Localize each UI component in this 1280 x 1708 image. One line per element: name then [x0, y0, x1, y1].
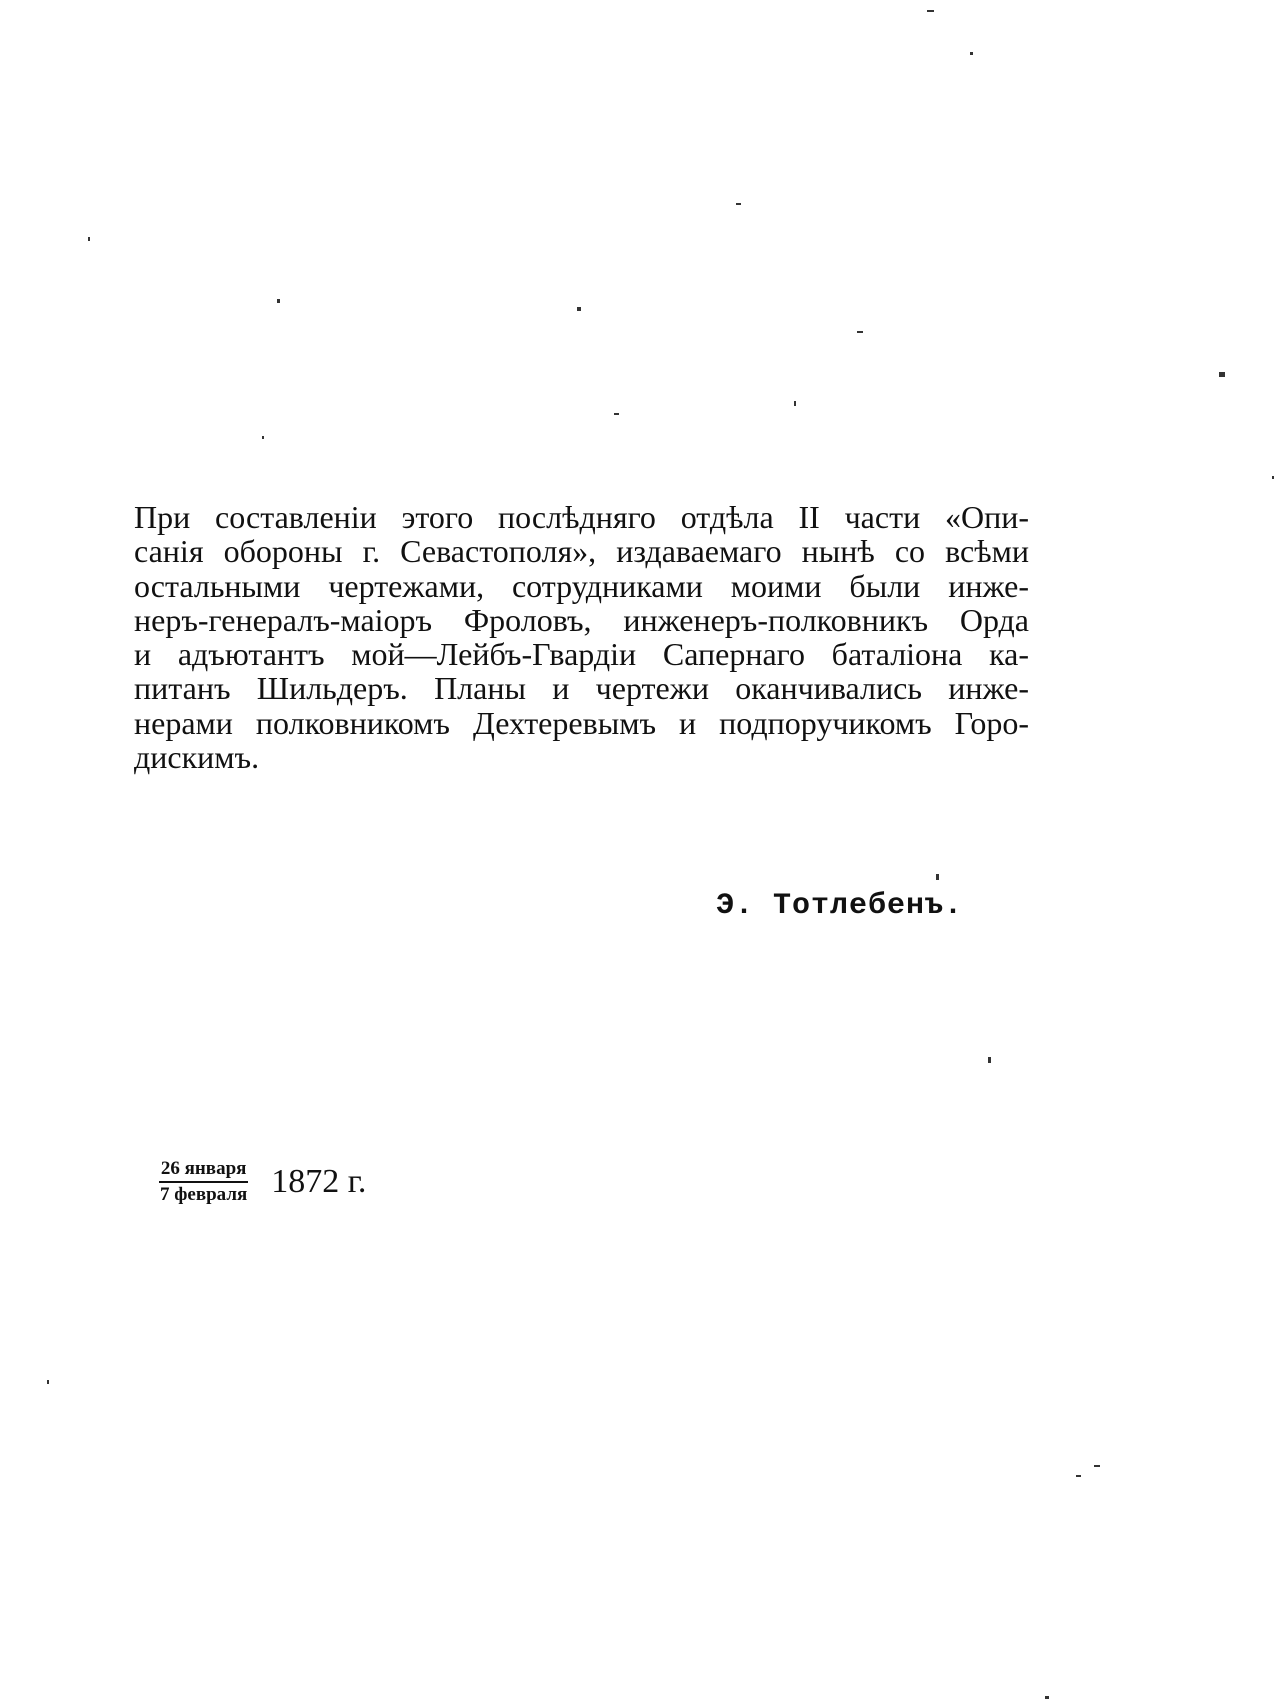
paragraph-line: остальными чертежами, сотрудниками моими были инже- — [134, 567, 1029, 604]
date-old-style: 26 января — [159, 1158, 249, 1183]
date-year: 1872 г. — [271, 1163, 367, 1200]
scan-speck — [988, 1057, 991, 1063]
scan-speck — [1272, 476, 1274, 479]
scan-speck — [927, 10, 934, 12]
scan-speck — [277, 299, 280, 303]
paragraph-line: и адъютантъ мой—Лейбъ-Гвардіи Сапернаго баталіона ка- — [134, 636, 1029, 673]
scan-speck — [47, 1380, 49, 1384]
date-fraction — [158, 1158, 249, 1206]
scan-speck — [1219, 372, 1225, 377]
scan-speck — [1094, 1465, 1100, 1467]
scan-speck — [857, 331, 863, 333]
scan-speck — [1076, 1475, 1081, 1477]
scan-speck — [1045, 1696, 1049, 1699]
preface-paragraph — [134, 500, 1029, 774]
paragraph-line: питанъ Шильдеръ. Планы и чертежи оканчивались инже- — [134, 670, 1029, 707]
date-line — [158, 1158, 366, 1206]
paragraph-line: нерами полковникомъ Дехтеревымъ и подпоручикомъ Горо- — [134, 704, 1029, 741]
paragraph-line: санія обороны г. Севастополя», издаваемаго нынѣ со всѣми — [134, 533, 1029, 570]
scan-speck — [970, 52, 973, 55]
scan-speck — [736, 203, 741, 205]
author-signature: Э. Тотлебенъ. — [716, 889, 964, 923]
paragraph-line: дискимъ. — [134, 739, 260, 776]
paragraph-line: неръ-генералъ-маіоръ Фроловъ, инженеръ-полковникъ Орда — [134, 601, 1029, 638]
paragraph-line: При составленіи этого послѣдняго отдѣла II части «Опи- — [134, 499, 1029, 535]
scan-speck — [614, 413, 619, 415]
scan-speck — [262, 436, 264, 439]
scan-speck — [794, 401, 796, 406]
scan-speck — [936, 874, 939, 880]
scan-speck — [88, 237, 90, 241]
scan-speck — [577, 307, 581, 311]
date-new-style: 7 февраля — [160, 1184, 248, 1205]
